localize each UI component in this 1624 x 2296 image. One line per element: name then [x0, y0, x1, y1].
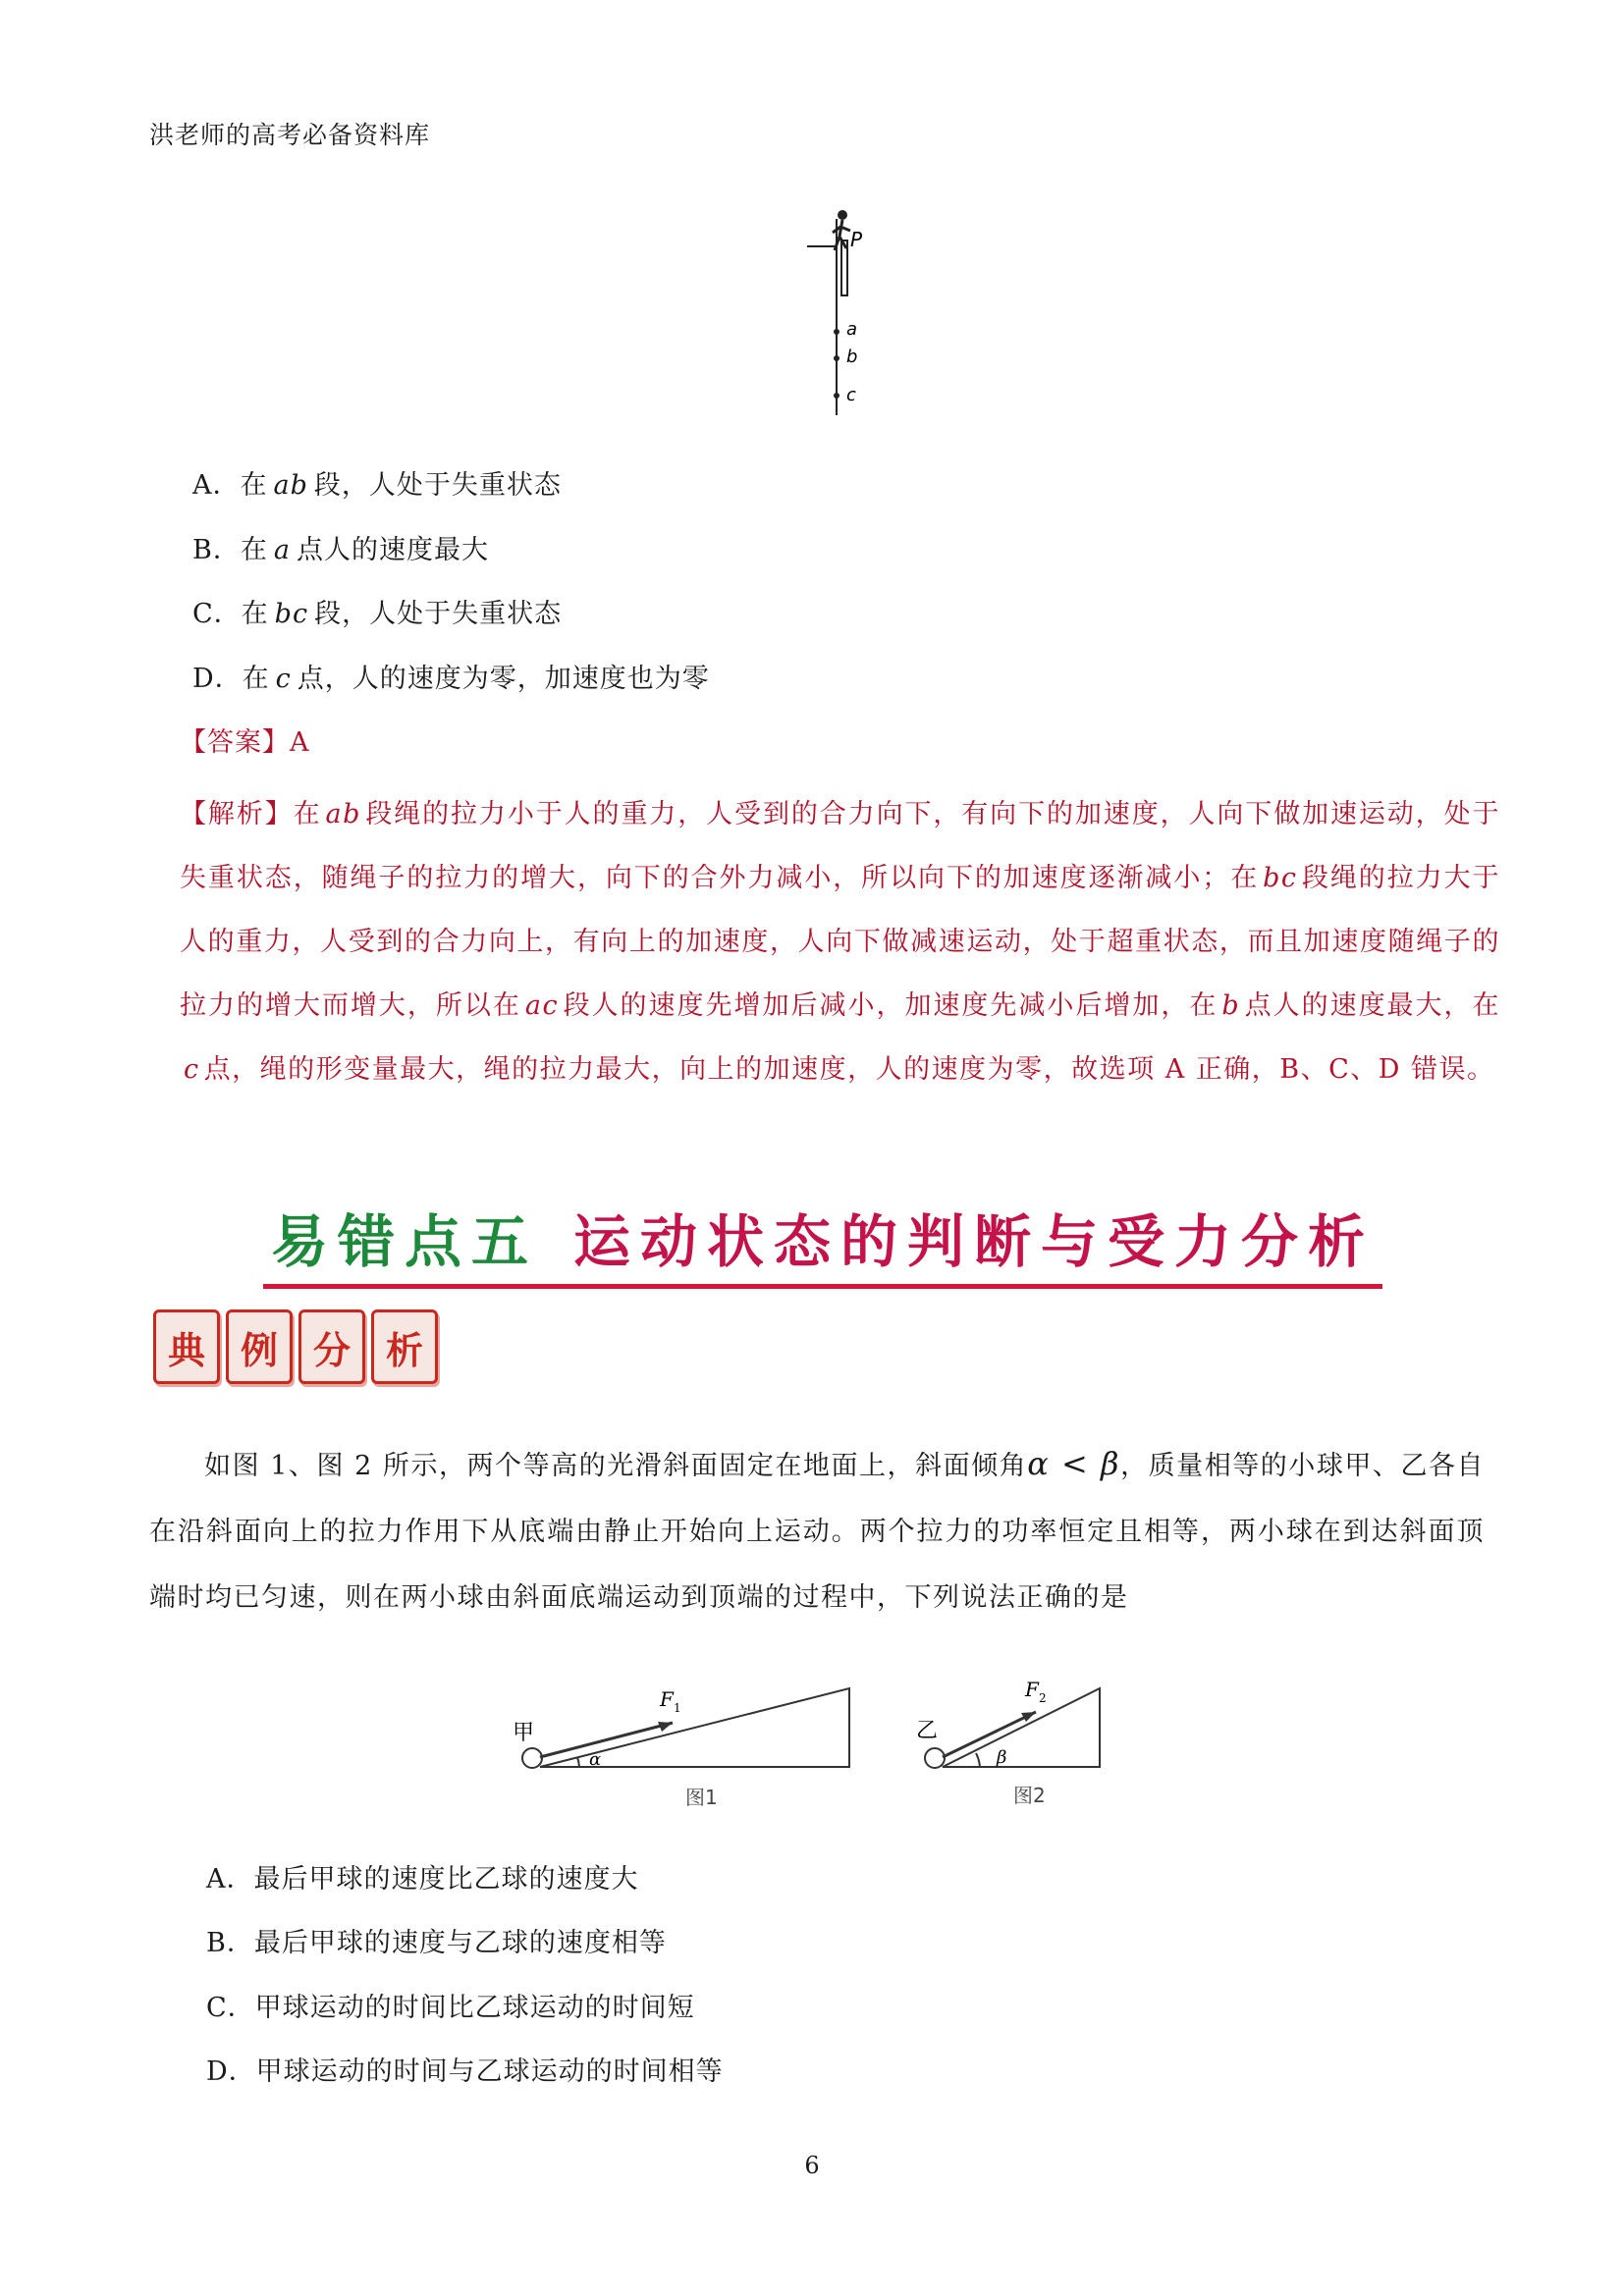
- q2-option-c: C．甲球运动的时间比乙球运动的时间短: [206, 1993, 695, 2023]
- bungee-figure: [793, 201, 892, 422]
- q1-option-b: B．在 a 点人的速度最大: [192, 535, 489, 565]
- example-analysis-badge: [153, 1309, 438, 1384]
- force-f1-subscript: 1: [674, 1701, 681, 1715]
- ball-yi-label: 乙: [916, 1719, 939, 1743]
- label-a: a: [846, 319, 858, 340]
- stamp-char: 分: [298, 1309, 365, 1384]
- incline-figure-2: [916, 1678, 1100, 1807]
- q2-option-b: B．最后甲球的速度与乙球的速度相等: [206, 1928, 667, 1958]
- answer: 【答案】A: [180, 727, 310, 758]
- label-b: b: [846, 347, 858, 367]
- incline-figures: [511, 1669, 1119, 1826]
- figure-2-caption: 图2: [1013, 1784, 1046, 1807]
- force-f2-label: F: [1025, 1678, 1039, 1701]
- incline-figure-1: [513, 1687, 849, 1809]
- q1-option-c: C．在 bc 段，人处于失重状态: [192, 599, 563, 629]
- section-title: [263, 1196, 1382, 1289]
- angle-beta-label: β: [997, 1747, 1007, 1768]
- q1-option-a: A．在 ab 段，人处于失重状态: [192, 470, 562, 501]
- angle-alpha-label: α: [589, 1749, 602, 1770]
- stamp-char: 例: [226, 1309, 293, 1384]
- angle-inequality: α < β: [1027, 1445, 1121, 1482]
- stamp-char: 典: [153, 1309, 220, 1384]
- q2-option-a: A．最后甲球的速度比乙球的速度大: [206, 1864, 639, 1895]
- figure-1-caption: 图1: [685, 1786, 718, 1809]
- stamp-char: 析: [371, 1309, 438, 1384]
- header-note: 洪老师的高考必备资料库: [149, 121, 431, 149]
- label-p: P: [850, 228, 863, 251]
- q2-option-d: D．甲球运动的时间与乙球运动的时间相等: [206, 2056, 724, 2087]
- ball-jia-label: 甲: [513, 1721, 535, 1745]
- section-lead: 易错点五: [270, 1208, 538, 1275]
- label-c: c: [846, 385, 856, 405]
- analysis: 【解析】在 ab 段绳的拉力小于人的重力，人受到的合力向下，有向下的加速度，人向下做加速运动，处于失重状态，随绳子的拉力的增大，向下的合外力减小，所以向下的加速度逐渐减小；在 bc 段绳的拉力大于人的重力，人受到的合力向上，有向上的加速度，人向下做减速运动，处于超重状态，而且加速度随绳子的拉力的增大而增大，所以在 ac 段人的速度先增加后减小，加速度先减小后增加，在 b 点人的速度最大，在c 点，绳的形变量最大，绳的拉力最大，向上的加速度，人的速度为零，故选项 A 正确，B、C、D 错误。: [180, 799, 1501, 1085]
- question-text: 如图 1、图 2 所示，两个等高的光滑斜面固定在地面上，斜面倾角α < β，质量相等的小球甲、乙各自在沿斜面向上的拉力作用下从底端由静止开始向上运动。两个拉力的功率恒定且相等，两小球在到达斜面顶端时均已匀速，则在两小球由斜面底端运动到顶端的过程中，下列说法正确的是: [149, 1445, 1486, 1613]
- force-f2-subscript: 2: [1039, 1691, 1047, 1705]
- q1-option-d: D．在 c 点，人的速度为零，加速度也为零: [192, 664, 710, 694]
- force-f1-label: F: [660, 1687, 674, 1711]
- page-number: 6: [804, 2152, 820, 2179]
- section-topic: 运动状态的判断与受力分析: [573, 1208, 1376, 1275]
